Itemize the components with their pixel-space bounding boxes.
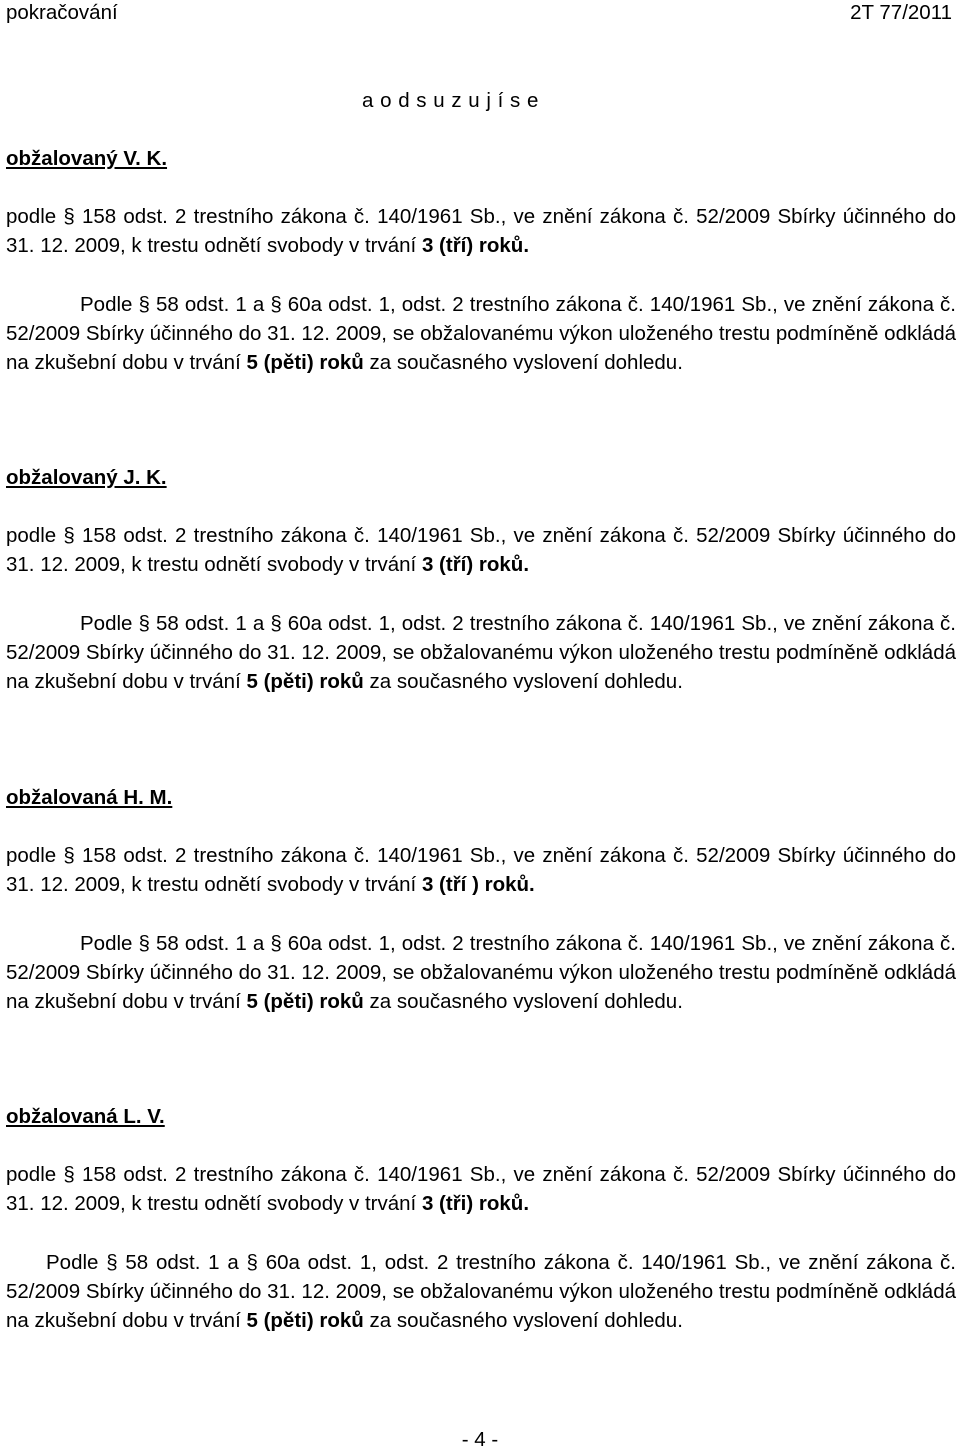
defendant-section bbox=[6, 465, 956, 696]
probation-tail: za současného vyslovení dohledu. bbox=[363, 351, 683, 374]
header-continuation: pokračování bbox=[6, 1, 118, 24]
probation-tail: za současného vyslovení dohledu. bbox=[363, 990, 683, 1013]
probation-term: 5 (pěti) roků bbox=[246, 990, 364, 1013]
defendant-section bbox=[6, 146, 956, 377]
sentence-term: 3 (tří) roků. bbox=[421, 553, 530, 576]
verdict-title: a o d s u z u j í s e bbox=[362, 89, 539, 112]
sentence-paragraph bbox=[6, 202, 956, 260]
probation-text: Podle § 58 odst. 1 a § 60a odst. 1, odst. 2 trestního zákona č. 140/1961 Sb., ve znění zákona č. 52/2009 Sbírky účinného do 31. 12. 2009, se obžalovanému výkon uloženého trestu podmíněně odkládá na zkušební dobu v trvání bbox=[6, 1251, 956, 1332]
sentence-paragraph bbox=[6, 1160, 956, 1218]
probation-term: 5 (pěti) roků bbox=[246, 670, 364, 693]
page-number: - 4 - bbox=[461, 1428, 499, 1451]
defendant-name: obžalovaná L. V. bbox=[6, 1105, 165, 1128]
probation-paragraph bbox=[6, 609, 956, 696]
probation-text: Podle § 58 odst. 1 a § 60a odst. 1, odst. 2 trestního zákona č. 140/1961 Sb., ve znění zákona č. 52/2009 Sbírky účinného do 31. 12. 2009, se obžalovanému výkon uloženého trestu podmíněně odkládá na zkušební dobu v trvání bbox=[6, 612, 956, 693]
sentence-term: 3 (tři) roků. bbox=[421, 1192, 530, 1215]
probation-paragraph bbox=[6, 1248, 956, 1335]
probation-term: 5 (pěti) roků bbox=[246, 1309, 364, 1332]
defendant-name: obžalovaný V. K. bbox=[6, 147, 168, 170]
sentence-term: 3 (tří ) roků. bbox=[421, 873, 535, 896]
defendant-name: obžalovaný J. K. bbox=[6, 466, 167, 489]
header-case-number: 2T 77/2011 bbox=[850, 1, 952, 24]
probation-term: 5 (pěti) roků bbox=[246, 351, 364, 374]
sentence-paragraph bbox=[6, 521, 956, 579]
sentence-paragraph bbox=[6, 841, 956, 899]
defendant-section bbox=[6, 785, 956, 1016]
probation-text: Podle § 58 odst. 1 a § 60a odst. 1, odst. 2 trestního zákona č. 140/1961 Sb., ve znění zákona č. 52/2009 Sbírky účinného do 31. 12. 2009, se obžalovanému výkon uloženého trestu podmíněně odkládá na zkušební dobu v trvání bbox=[6, 293, 956, 374]
probation-paragraph bbox=[6, 929, 956, 1016]
sentence-text: podle § 158 odst. 2 trestního zákona č. 140/1961 Sb., ve znění zákona č. 52/2009 Sbírky účinného do 31. 12. 2009, k trestu odnětí svobody v trvání bbox=[6, 844, 956, 896]
probation-text: Podle § 58 odst. 1 a § 60a odst. 1, odst. 2 trestního zákona č. 140/1961 Sb., ve znění zákona č. 52/2009 Sbírky účinného do 31. 12. 2009, se obžalovanému výkon uloženého trestu podmíněně odkládá na zkušební dobu v trvání bbox=[6, 932, 956, 1013]
sentence-text: podle § 158 odst. 2 trestního zákona č. 140/1961 Sb., ve znění zákona č. 52/2009 Sbírky účinného do 31. 12. 2009, k trestu odnětí svobody v trvání bbox=[6, 524, 956, 576]
defendant-name: obžalovaná H. M. bbox=[6, 786, 173, 809]
sentence-text: podle § 158 odst. 2 trestního zákona č. 140/1961 Sb., ve znění zákona č. 52/2009 Sbírky účinného do 31. 12. 2009, k trestu odnětí svobody v trvání bbox=[6, 205, 956, 257]
probation-tail: za současného vyslovení dohledu. bbox=[363, 670, 683, 693]
defendant-section bbox=[6, 1104, 956, 1335]
sentence-text: podle § 158 odst. 2 trestního zákona č. 140/1961 Sb., ve znění zákona č. 52/2009 Sbírky účinného do 31. 12. 2009, k trestu odnětí svobody v trvání bbox=[6, 1163, 956, 1215]
probation-tail: za současného vyslovení dohledu. bbox=[363, 1309, 683, 1332]
probation-paragraph bbox=[6, 290, 956, 377]
sentence-term: 3 (tří) roků. bbox=[421, 234, 530, 257]
